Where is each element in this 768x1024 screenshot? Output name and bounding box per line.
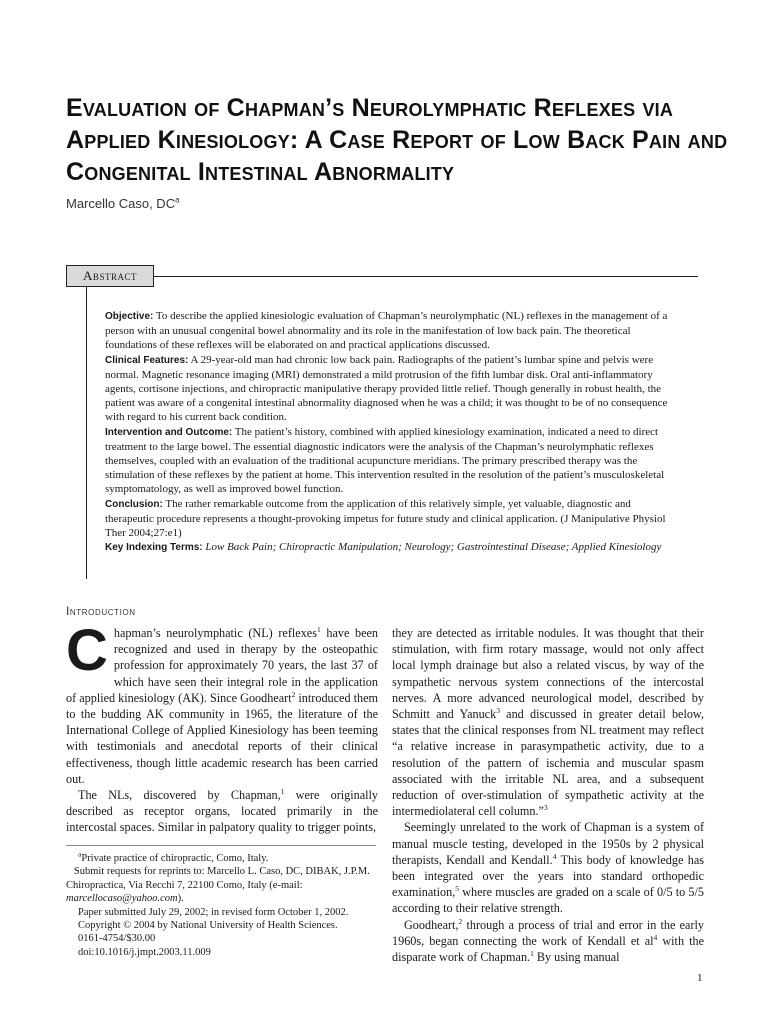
para-text: were originally described as receptor organs, located primarily in the intercostal spaces. Similar in palpatory quality to trigger points,: [66, 788, 378, 835]
article-title: Evaluation of Chapman’s Neurolymphatic Reflexes via Applied Kinesiology: A Case Report of Low Back Pain and Congenital Intestinal Abnormality: [66, 94, 728, 186]
reprints-tail: ).: [177, 893, 184, 905]
para-text: Seemingly unrelated to the work of Chapman is a system of manual muscle testing, developed in the 1950s by 2 physical therapists, Kendall and Kendall.: [392, 820, 704, 867]
conclusion-text: The rather remarkable outcome from the application of this relatively simple, yet valuable, diagnostic and therapeutic procedure represents a thought-provoking impetus for future study and clinical application. (J Manipulative Physiol Ther 2004;27:e1): [105, 497, 666, 540]
footnotes: [66, 849, 386, 959]
citation-ref: 5: [455, 884, 460, 894]
affil-mark: a: [78, 849, 82, 859]
para-text: where muscles are graded on a scale of 0/5 to 5/5 according to their relative strength.: [392, 885, 704, 916]
intervention-text: The patient’s history, combined with applied kinesiology examination, indicated a need to direct treatment to the large bowel. The essential diagnostic indicators were the analysis of the Chapman’s neurolymphatic reflexes themselves, coupled with an evaluation of the traditional acupuncture meridians. The primary prescribed therapy was the stimulation of these reflexes by the patient at home. This intervention resulted in the resolution of the patient’s musculoskeletal symptomatology, as well as improved bowel function.: [105, 425, 665, 496]
citation-ref: 2: [291, 689, 296, 699]
para-text: This body of knowledge has been integrated over the years into standard orthopedic examination,: [392, 852, 704, 900]
conclusion-label: Conclusion:: [105, 498, 163, 510]
abstract-side-rule: [86, 287, 87, 579]
para-text: Goodheart,: [404, 917, 459, 932]
objective-text: To describe the applied kinesiologic evaluation of Chapman’s neurolymphatic (NL) reflexes in the management of a person with an unusual congenital bowel abnormality and its role in the manifestation of low back pain. The theoretical foundations of these reflexes will be elaborated on and practical applications discussed.: [105, 310, 668, 352]
intro-paragraph-3: [392, 625, 704, 819]
objective-label: Objective:: [105, 311, 154, 322]
footnote-reprints: [66, 865, 386, 905]
intro-paragraph-1: [66, 618, 378, 787]
para-text: hapman’s neurolymphatic (NL) reflexes: [113, 626, 317, 640]
footnote-affiliation: [66, 849, 386, 865]
clinical-label: Clinical Features:: [105, 354, 189, 366]
key-terms-text: Low Back Pain; Chiropractic Manipulation; Neurology; Gastrointestinal Disease; Applied Kinesiology: [205, 541, 662, 554]
author-name: Marcello Caso, DC: [66, 196, 176, 211]
citation-ref: 1: [530, 949, 534, 958]
citation-ref: 1: [316, 624, 321, 634]
citation-ref: 4: [552, 851, 557, 861]
page-number: 1: [697, 972, 703, 984]
author-line: [66, 196, 180, 211]
footnote-submitted: Paper submitted July 29, 2002; in revised form October 1, 2002.: [78, 906, 349, 918]
intervention-label: Intervention and Outcome:: [105, 426, 233, 438]
abstract-conclusion: [105, 497, 675, 541]
intro-paragraph-2: [66, 787, 378, 836]
clinical-text: A 29-year-old man had chronic low back pain. Radiographs of the patient’s lumbar spine and pelvis were normal. Magnetic resonance imaging (MRI) demonstrated a mild protrusion of the fifth lumbar disk. Oral anti-inflammatory agents, cortisone injections, and chiropractic manipulative therapy provided little relief. Though generally in robust health, the patient was aware of a congenital intestinal abnormality diagnosed when he was a child; it was thought to be of no consequence with regard to his current back condition.: [105, 353, 668, 424]
key-terms-label: Key Indexing Terms:: [105, 542, 203, 554]
introduction-heading: Introduction: [66, 604, 136, 618]
para-text: they are detected as irritable nodules. It was thought that their stimulation, with firm rotary massage, would not only affect local lymph drainage but also a related viscus, by way of the sympathetic nervous system connections of the intercostal nerves. A more advanced neurological model, described by Schmitt and Yanuck: [392, 626, 704, 722]
citation-ref: 3: [496, 705, 500, 715]
author-email-link[interactable]: marcellocaso@yahoo.com: [66, 893, 178, 905]
citation-ref: 2: [458, 916, 463, 926]
abstract-clinical: [105, 353, 675, 425]
abstract-heading: Abstract: [66, 265, 154, 287]
footnote-doi: doi:10.1016/j.jmpt.2003.11.009: [78, 946, 211, 958]
para-text: through a process of trial and error in the early 1960s, began connecting the work of Kendall et al: [392, 917, 704, 948]
para-text: have been recognized and used in therapy by the osteopathic profession for approximately 70 years, the last 37 of which have seen their integral role in the application of applied kinesiology (AK). Since Goodheart: [66, 626, 378, 705]
abstract-intervention: [105, 425, 675, 497]
citation-ref: 4: [653, 932, 658, 942]
para-text: with the disparate work of Chapman.: [392, 933, 704, 965]
footnote-rule: [66, 845, 376, 846]
footnote-issn: 0161-4754/$30.00: [78, 933, 156, 945]
intro-paragraph-5: [392, 917, 704, 966]
affil-text: Private practice of chiropractic, Como, Italy.: [81, 853, 269, 864]
footnote-copyright: Copyright © 2004 by National University of Health Sciences.: [78, 920, 338, 932]
para-text: The NLs, discovered by Chapman,: [78, 788, 281, 803]
intro-paragraph-4: [392, 819, 704, 916]
para-text: introduced them to the budding AK community in 1965, the literature of the International College of Applied Kinesiology has been teeming with testimonials and anecdotal reports of their clinical effectiveness, though little academic research has been carried out.: [66, 690, 378, 786]
abstract-body: [105, 309, 675, 555]
abstract-key-terms: [105, 540, 675, 555]
para-text: and discussed in greater detail below, states that the clinical responses from NL treatment may reflect “a relative increase in parasympathetic activity, due to a resolution of the pattern of ischemia and muscular spasm associated with the irritable NL area, and a subsequent reduction of over-stimulation of sympathetic activity at the intermediolateral cell column.”: [392, 707, 704, 819]
body-column-left: [66, 618, 378, 836]
drop-cap: C: [66, 618, 108, 683]
abstract-objective: [105, 309, 675, 353]
reprints-text: Submit requests for reprints to: Marcello L. Caso, DC, DIBAK, J.P.M. Chiropractica, Via Recchi 7, 22100 Como, Italy (e-mail:: [66, 866, 370, 891]
para-text: By using manual: [533, 950, 620, 965]
author-affil-mark: a: [175, 195, 180, 205]
citation-ref: 1: [280, 786, 285, 796]
abstract-top-rule: [154, 276, 698, 277]
citation-ref: 3: [543, 803, 548, 813]
body-column-right: [392, 625, 704, 965]
